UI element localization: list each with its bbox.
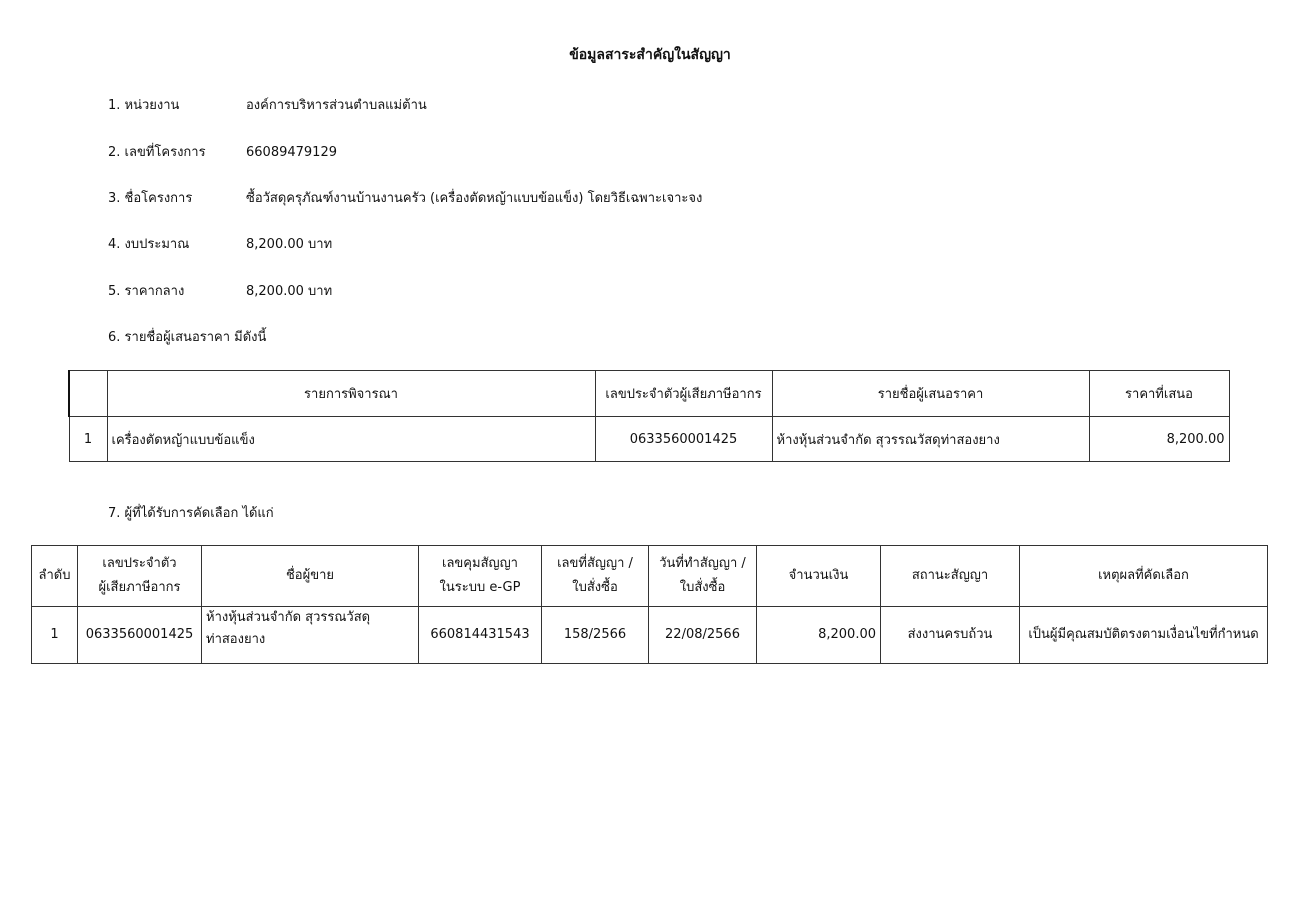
- info-row-median-price: [108, 282, 332, 302]
- control-number-cell: 660814431543: [419, 607, 542, 664]
- header-line: วันที่ทำสัญญา /: [659, 556, 746, 571]
- header-line: ในระบบ e-GP: [439, 580, 521, 595]
- info-label: 2. เลขที่โครงการ: [108, 145, 206, 160]
- reason-cell: เป็นผู้มีคุณสมบัติตรงตามเงื่อนไขที่กำหนด: [1020, 607, 1268, 664]
- header-line: เลขคุมสัญญา: [442, 556, 518, 571]
- table-row: [32, 607, 1268, 664]
- info-label: 1. หน่วยงาน: [108, 98, 180, 113]
- header-line: ผู้เสียภาษีอากร: [98, 580, 181, 595]
- tax-id-cell: 0633560001425: [78, 607, 202, 664]
- table-header-cell: จำนวนเงิน: [757, 546, 881, 607]
- info-label: 4. งบประมาณ: [108, 237, 190, 252]
- table-header-cell: [419, 546, 542, 607]
- table-header-cell: ชื่อผู้ขาย: [202, 546, 419, 607]
- table-header-cell: [649, 546, 757, 607]
- header-line: ใบสั่งซื้อ: [679, 580, 726, 595]
- table-header-cell: ลำดับ: [32, 546, 78, 607]
- table-header-cell: เลขประจำตัวผู้เสียภาษีอากร: [595, 371, 772, 417]
- info-value: 66089479129: [246, 145, 337, 160]
- header-line: ใบสั่งซื้อ: [572, 580, 618, 595]
- table-row: [69, 417, 1229, 462]
- table-header-row: [32, 546, 1268, 607]
- info-row-agency: [108, 96, 427, 116]
- winners-heading: 7. ผู้ที่ได้รับการคัดเลือก ได้แก่: [108, 506, 274, 521]
- header-line: เลขที่สัญญา /: [557, 556, 633, 571]
- info-value: องค์การบริหารส่วนตำบลแม่ต้าน: [246, 98, 427, 113]
- table-header-cell: [69, 371, 107, 417]
- row-number: 1: [32, 607, 78, 664]
- table-header-row: [69, 371, 1229, 417]
- table-header-cell: สถานะสัญญา: [881, 546, 1020, 607]
- table-header-cell: [542, 546, 649, 607]
- info-row-budget: [108, 235, 332, 255]
- tax-id-cell: 0633560001425: [595, 417, 772, 462]
- info-row-project-number: [108, 143, 337, 163]
- table-header-cell: รายชื่อผู้เสนอราคา: [772, 371, 1089, 417]
- info-value: 8,200.00 บาท: [246, 237, 333, 252]
- winners-table: [31, 545, 1268, 664]
- row-number: 1: [69, 417, 107, 462]
- bidders-table: [68, 370, 1230, 462]
- status-cell: ส่งงานครบถ้วน: [881, 607, 1020, 664]
- table-header-cell: [78, 546, 202, 607]
- price-cell: 8,200.00: [1089, 417, 1229, 462]
- document-title: ข้อมูลสาระสำคัญในสัญญา: [569, 47, 731, 63]
- bidder-cell: ห้างหุ้นส่วนจำกัด สุวรรณวัสดุท่าสองยาง: [772, 417, 1089, 462]
- info-label: 3. ชื่อโครงการ: [108, 191, 193, 206]
- info-value: 8,200.00 บาท: [246, 284, 333, 299]
- header-line: เลขประจำตัว: [102, 556, 177, 571]
- contract-date-cell: 22/08/2566: [649, 607, 757, 664]
- amount-cell: 8,200.00: [757, 607, 881, 664]
- item-cell: เครื่องตัดหญ้าแบบข้อแข็ง: [107, 417, 595, 462]
- table-header-cell: เหตุผลที่คัดเลือก: [1020, 546, 1268, 607]
- table-header-cell: ราคาที่เสนอ: [1089, 371, 1229, 417]
- info-label: 5. ราคากลาง: [108, 284, 185, 299]
- contract-number-cell: 158/2566: [542, 607, 649, 664]
- info-value: ซื้อวัสดุครุภัณฑ์งานบ้านงานครัว (เครื่องตัดหญ้าแบบข้อแข็ง) โดยวิธีเฉพาะเจาะจง: [246, 191, 703, 206]
- table-header-cell: รายการพิจารณา: [107, 371, 595, 417]
- bidders-heading: 6. รายชื่อผู้เสนอราคา มีดังนี้: [108, 330, 267, 345]
- info-row-project-name: [108, 189, 702, 209]
- seller-cell: ห้างหุ้นส่วนจำกัด สุวรรณวัสดุท่าสองยาง: [202, 607, 419, 664]
